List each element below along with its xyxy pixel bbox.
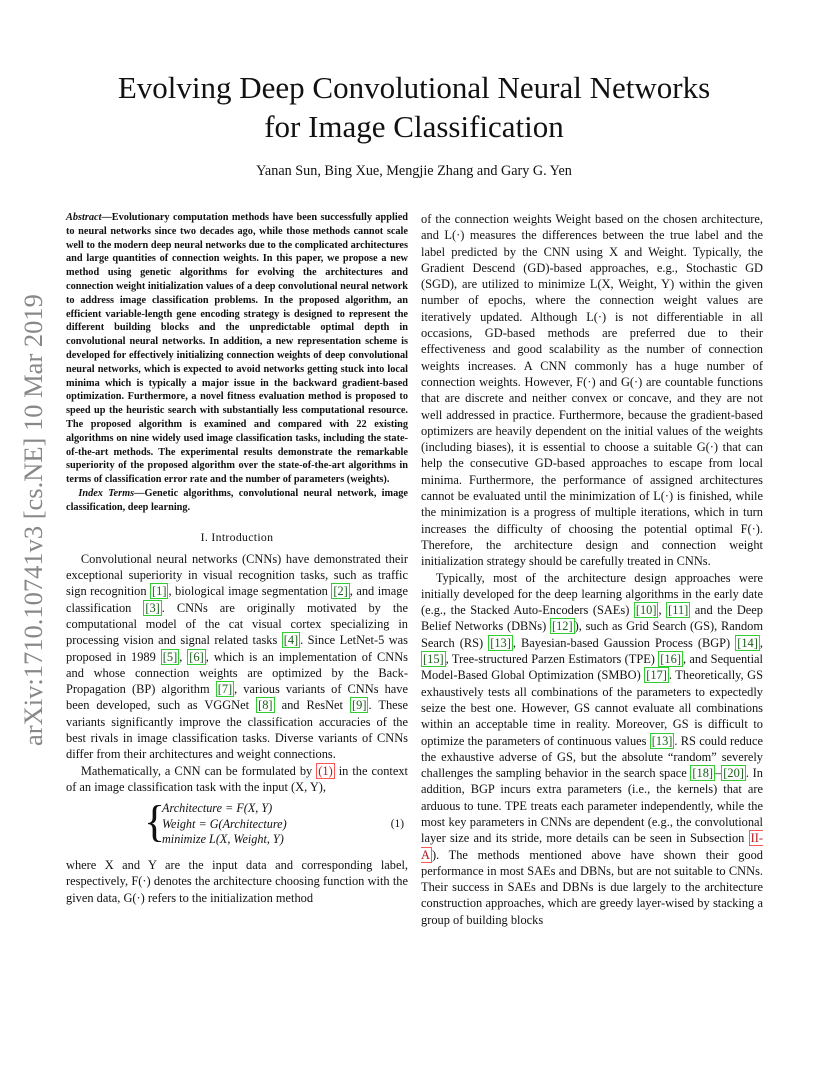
citation-link[interactable]: [18] (692, 766, 714, 781)
index-terms (66, 487, 408, 515)
title-line-1: Evolving Deep Convolutional Neural Networks (117, 70, 711, 105)
intro-paragraph-1 (66, 551, 408, 763)
citation-link[interactable]: [12] (551, 619, 573, 634)
equation-number: (1) (390, 818, 404, 831)
citation-link[interactable]: [6] (189, 649, 204, 664)
citation-link[interactable]: [11] (668, 603, 689, 618)
citation-link[interactable]: [8] (258, 698, 273, 713)
text-segment: – (715, 766, 722, 781)
text-segment: Typically, most of the architecture design approaches were initially developed for the deep learning algorithms in the early date (e.g., the Stacked Auto-Encoders (SAEs) (421, 570, 763, 618)
text-segment: , (179, 649, 188, 664)
text-segment: , which is an implementation of CNNs and whose connection weights are optimized by the Back-Propagation (BP) algorithm (66, 649, 408, 697)
abstract-text: —Evolutionary computation methods have been successfully applied to neural networks since two decades ago, while those methods cannot scale well to the modern deep neural networks due to the complicated architectures and large quantities of connection weights. In this paper, we propose a new method using genetic algorithms for evolving the architectures and connection weight initialization values of a deep convolutional neural network to address image classification problems. In the proposed algorithm, an efficient variable-length gene encoding strategy is designed to represent the different building blocks and the unpredictable optimal depth in convolutional neural networks. In addition, a new representation scheme is developed for effectively initializing connection weights of deep convolutional neural networks, which is expected to avoid networks getting stuck into local minima which is typically a major issue in the backward gradient-based optimization. Furthermore, a novel fitness evaluation method is proposed to speed up the heuristic search with substantially less computational resource. The proposed algorithm is examined and compared with 22 existing algorithms on nine widely used image classification tasks, including the state-of-the-art methods. The experimental results demonstrate the remarkable superiority of the proposed algorithm over the state-of-the-art algorithms in terms of classification error rate and the number of parameters (weights). (66, 212, 408, 486)
citation-link[interactable]: [13] (651, 733, 673, 748)
abstract (66, 211, 408, 487)
text-segment: and ResNet (274, 698, 351, 713)
equation-line-2: Weight = G(Architecture) (162, 816, 287, 831)
text-segment: , Bayesian-based Gaussion Process (BGP) (512, 635, 736, 650)
index-terms-label: Index Terms (78, 487, 135, 499)
citation-link[interactable]: [10] (635, 603, 657, 618)
equation-ref-link[interactable]: (1) (318, 763, 333, 778)
author-list: Yanan Sun, Bing Xue, Mengjie Zhang and Gary G. Yen (256, 163, 572, 179)
p2-text-b: in the context of an image classification task with the input (X, Y), (66, 763, 408, 794)
right-paragraph-2 (421, 570, 763, 929)
citation-link[interactable]: [17] (646, 668, 667, 683)
text-segment: . These variants significantly improve the classification accuracies of the best rivals in image classification tasks. Diverse variants of CNNs differ from their architectures and weight connections. (66, 698, 408, 762)
abstract-label: Abstract (66, 212, 102, 223)
arxiv-stamp-text: arXiv:1710.10741v3 [cs.NE] 10 Mar 2019 (18, 294, 48, 746)
index-terms-text: —Genetic algorithms, convolutional neural network, image classification, deep learning. (66, 487, 408, 513)
intro-paragraph-3: where X and Y are the input data and corresponding label, respectively, F(·) denotes the architecture choosing function with the given data, G(·) refers to the initialization method (66, 858, 408, 905)
text-segment: Convolutional neural networks (CNNs) have demonstrated their exceptional superiority in visual recognition tasks, such as traffic sign recognition (66, 551, 408, 599)
text-segment: , and Sequential Model-Based Global Optimization (SMBO) (421, 652, 763, 683)
text-segment: , Tree-structured Parzen Estimators (TPE) (445, 652, 659, 667)
citation-link[interactable]: [1] (152, 584, 167, 599)
section-heading: I. Introduction (200, 529, 274, 544)
text-segment: . Since LetNet-5 was proposed in 1989 (66, 633, 408, 664)
p2-text-a: Mathematically, a CNN can be formulated by (80, 763, 317, 778)
left-column (66, 211, 408, 906)
arxiv-sidebar-stamp (12, 250, 52, 750)
text-segment: ). The methods mentioned above have shown their good performance in most SAEs and DBNs, but are not suitable to CNNs. Their success in SAEs and DBNs is due largely to the architecture construction approaches, which are greedy layer-wised by stacking a group of building blocks (421, 847, 763, 927)
citation-link[interactable]: [14] (737, 635, 758, 650)
equation-line-3: minimize L(X, Weight, Y) (162, 832, 284, 847)
text-segment: , (658, 603, 667, 618)
text-segment: . RS could reduce the exhaustive adverse of GS, but the absolute “random” severely challenges the sampling behavior in the search space (421, 733, 764, 781)
citation-link[interactable]: [3] (145, 600, 160, 615)
citation-link[interactable]: [13] (490, 635, 511, 650)
citation-link[interactable]: [9] (352, 698, 367, 713)
text-segment: and the Deep Belief Networks (DBNs) (421, 603, 763, 634)
citation-link[interactable]: [2] (333, 584, 348, 599)
equation-brace: { (144, 797, 166, 847)
intro-paragraph-2 (66, 763, 408, 796)
text-segment: , biological image segmentation (168, 584, 332, 599)
citation-link[interactable]: [20] (723, 766, 744, 781)
text-segment: . Theoretically, GS exhaustively tests all combinations of the parameters to expectedly seize the best one. However, GS cannot evaluate all combinations within an acceptable time in reality. Moreover, GS is difficult to optimize the parameters of continuous values (421, 668, 763, 748)
text-segment: ), such as Grid Search (GS), Random Search (RS) (421, 619, 763, 650)
text-segment: , various variants of CNNs have been developed, such as VGGNet (66, 682, 408, 713)
citation-link[interactable]: [7] (217, 682, 233, 697)
citation-link[interactable]: [15] (423, 652, 444, 667)
subsection-ref-link[interactable]: II-A (421, 831, 763, 862)
text-segment: , (759, 635, 763, 650)
equation-line-1: Architecture = F(X, Y) (162, 801, 273, 816)
equation-1 (66, 799, 408, 851)
text-segment: , and image classification (66, 584, 408, 615)
citation-link[interactable]: [5] (162, 649, 178, 664)
right-column (421, 211, 763, 928)
citation-link[interactable]: [4] (283, 633, 299, 648)
title-line-2: for Image Classification (264, 109, 564, 144)
paper-title (60, 68, 768, 146)
text-segment: . CNNs are originally motivated by the computational model of the cat visual cortex specializing in processing vision and signal related tasks (66, 600, 408, 648)
text-segment: . In addition, BGP incurs extra parameters (i.e., the kernels) that are arduous to tune. TPE treats each parameter independently, while the most key parameters in CNNs are dependent (e.g., the convolutional layer size and its stride, more details can be seen in Subsection (421, 766, 763, 846)
citation-link[interactable]: [16] (660, 652, 681, 667)
right-paragraph-1: of the connection weights Weight based on the chosen architecture, and L(·) measures the differences between the true label and the label predicted by the CNN using X and Weight. Typically, the Gradient Descend (GD)-based approaches, e.g., Stochastic GD (SGD), are utilized to minimize L(X, Weight, Y) within the given number of epochs, where the connection weight values are iteratively updated. Although L(·) is not differentiable in all occasions, GD-based methods are preferred due to their effectiveness and good scalability as the number of connection weights increases. A CNN commonly has a huge number of connection weights. However, F(·) and G(·) are countable functions that are discrete and neither convex or concave, and they are not well addressed in practice. Furthermore, because the gradient-based optimizers are heavily dependent on the initial values of the weights (including biases), it is essential to choose a suitable G(·) that can help the consecutive GD-based approaches to escape from local minima. Furthermore, the performance of assigned architectures cannot be evaluated until the minimization of L(·) is finished, while the minimization is a progress of multiple iterations, which in turn increases the difficulty of choosing the potential optimal F(·). Therefore, the architecture design and connection weight initialization strategy should be carefully treated in CNNs. (421, 212, 763, 569)
